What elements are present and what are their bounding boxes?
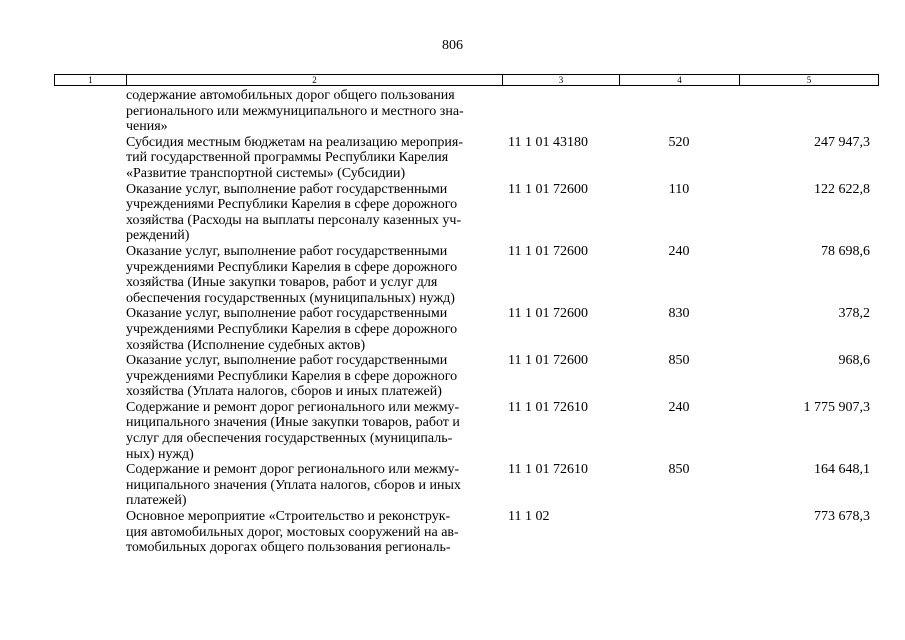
row-amount: 122 622,8 (814, 181, 870, 197)
page-number: 806 (442, 38, 463, 53)
description-line: Оказание услуг, выполнение работ государственными (126, 243, 448, 259)
description-line: Оказание услуг, выполнение работ государственными (126, 181, 448, 197)
table-row (126, 400, 886, 462)
table-row (126, 306, 886, 353)
row-description (126, 306, 500, 353)
description-line: платежей) (126, 493, 187, 509)
description-line: ниципального значения (Уплата налогов, сборов и иных (126, 477, 461, 493)
row-amount: 1 775 907,3 (803, 399, 870, 415)
description-line: «Развитие транспортной системы» (Субсидии) (126, 165, 406, 181)
description-line: регионального или межмуниципального и местного зна- (126, 103, 464, 119)
description-line: хозяйства (Исполнение судебных актов) (126, 337, 366, 353)
description-line: обеспечения государственных (муниципальных) нужд) (126, 290, 455, 306)
description-line: ция автомобильных дорог, мостовых сооружений на ав- (126, 524, 459, 540)
description-line: Основное мероприятие «Строительство и реконструк- (126, 509, 451, 525)
row-target-code: 11 1 01 72600 (508, 353, 588, 369)
description-line: учреждениями Республики Карелия в сфере дорожного (126, 321, 458, 337)
row-description (126, 353, 500, 400)
row-expense-type: 850 (668, 462, 690, 478)
description-line: услуг для обеспечения государственных (муниципаль- (126, 431, 453, 447)
table-row (126, 135, 886, 182)
description-line: чения» (126, 119, 168, 135)
table-row (126, 88, 886, 135)
row-expense-type: 240 (668, 399, 690, 415)
description-line: хозяйства (Уплата налогов, сборов и иных платежей) (126, 384, 442, 400)
description-line: хозяйства (Иные закупки товаров, работ и услуг для (126, 275, 438, 291)
row-target-code: 11 1 01 72610 (508, 399, 588, 415)
row-expense-type: 240 (668, 243, 690, 259)
description-line: Субсидия местным бюджетам на реализацию мероприя- (126, 134, 464, 150)
description-line: учреждениями Республики Карелия в сфере дорожного (126, 197, 458, 213)
description-line: ниципального значения (Иные закупки товаров, работ и (126, 415, 460, 431)
description-line: Содержание и ремонт дорог регионального или межму- (126, 462, 460, 478)
row-description (126, 509, 500, 556)
row-target-code: 11 1 01 43180 (508, 134, 588, 150)
row-target-code: 11 1 01 72600 (508, 243, 588, 259)
description-line: реждений) (126, 228, 190, 244)
row-target-code: 11 1 02 (508, 509, 550, 525)
row-amount: 773 678,3 (814, 509, 870, 525)
column-header-2: 2 (127, 75, 503, 85)
row-target-code: 11 1 01 72610 (508, 462, 588, 478)
description-line: Содержание и ремонт дорог регионального или межму- (126, 399, 460, 415)
row-expense-type: 850 (668, 353, 690, 369)
row-expense-type: 110 (668, 181, 690, 197)
description-line: учреждениями Республики Карелия в сфере дорожного (126, 259, 458, 275)
description-line: учреждениями Республики Карелия в сфере дорожного (126, 368, 458, 384)
description-line: содержание автомобильных дорог общего пользования (126, 88, 455, 103)
row-description (126, 462, 500, 509)
row-target-code: 11 1 01 72600 (508, 306, 588, 322)
row-expense-type: 520 (668, 134, 690, 150)
column-header-5: 5 (806, 75, 812, 85)
description-line: ных) нужд) (126, 446, 194, 462)
row-amount: 78 698,6 (821, 243, 870, 259)
table-column-header-row (54, 74, 879, 86)
description-line: тий государственной программы Республики Карелия (126, 150, 449, 166)
table-row (126, 509, 886, 556)
row-description (126, 88, 500, 135)
column-header-4: 4 (620, 75, 740, 85)
table-row (126, 244, 886, 306)
row-amount: 968,6 (838, 353, 870, 369)
column-header-1: 1 (55, 75, 127, 85)
table-row (126, 353, 886, 400)
description-line: томобильных дорогах общего пользования региональ- (126, 540, 451, 556)
column-header-3: 3 (503, 75, 620, 85)
row-description (126, 244, 500, 306)
table-row (126, 462, 886, 509)
row-expense-type: 830 (668, 306, 690, 322)
row-amount: 164 648,1 (814, 462, 870, 478)
row-description (126, 182, 500, 244)
description-line: Оказание услуг, выполнение работ государственными (126, 306, 448, 322)
description-line: хозяйства (Расходы на выплаты персоналу казенных уч- (126, 212, 462, 228)
row-amount: 378,2 (838, 306, 870, 322)
budget-table-body (126, 88, 886, 556)
description-line: Оказание услуг, выполнение работ государственными (126, 353, 448, 369)
row-description (126, 400, 500, 462)
table-row (126, 182, 886, 244)
row-description (126, 135, 500, 182)
row-amount: 247 947,3 (814, 134, 870, 150)
row-target-code: 11 1 01 72600 (508, 181, 588, 197)
